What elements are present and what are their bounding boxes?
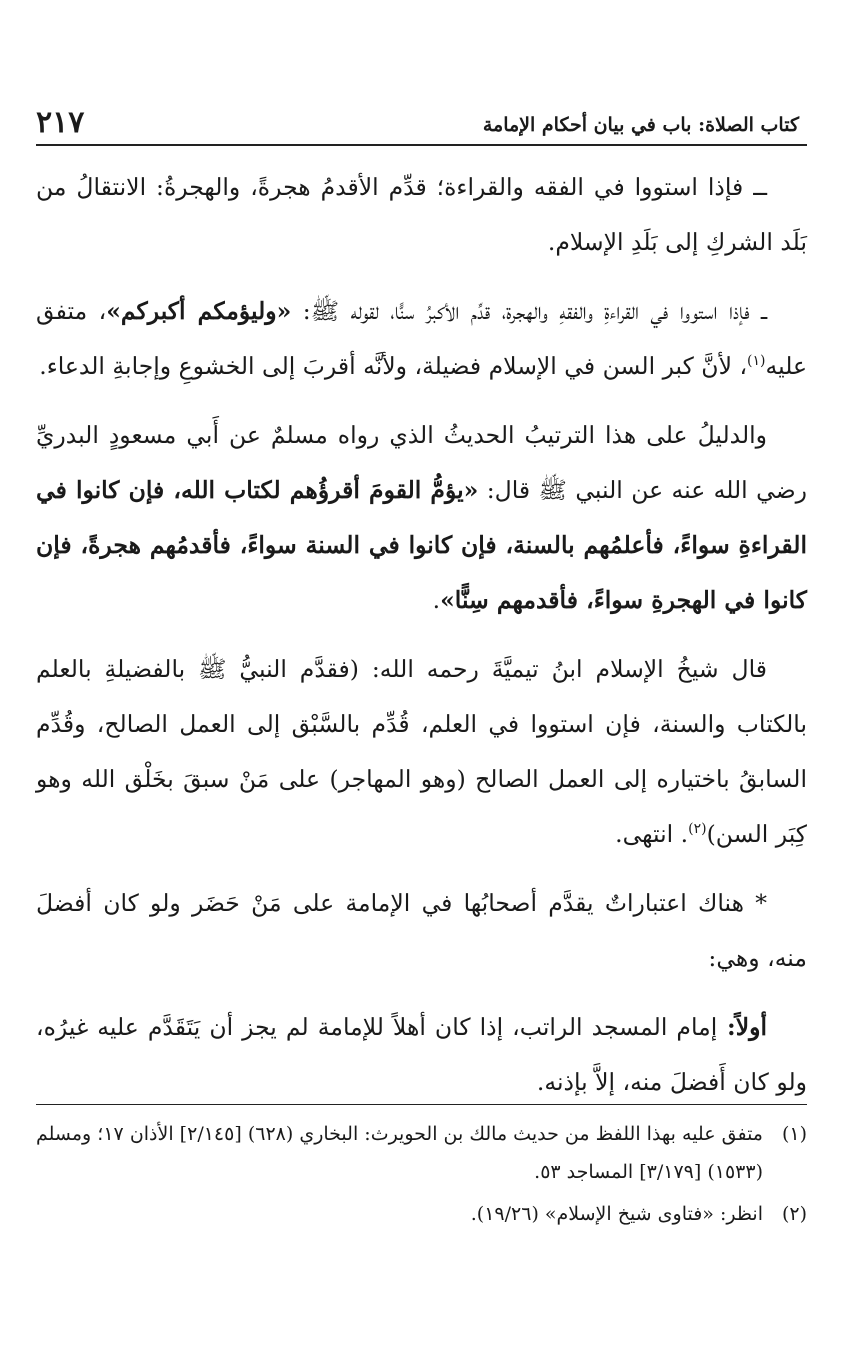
footnote-ref: (١) [747, 353, 766, 370]
footnotes [36, 1104, 807, 1237]
paragraph-considerations [36, 876, 807, 986]
paragraph-evidence [36, 408, 807, 628]
footnote-ref: (٢) [688, 821, 707, 838]
main-text [36, 160, 807, 1110]
paragraph-text: * هناك اعتباراتٌ يقدَّم أصحابُها في الإمامة على مَنْ حَضَر ولو كان أفضلَ منه، وهي: [36, 889, 807, 972]
paragraph-text: . انتهى. [615, 820, 689, 848]
book-page [36, 96, 807, 1346]
list-marker: أولاً: [717, 1013, 767, 1041]
paragraph-age [36, 284, 807, 394]
paragraph-text: إمام المسجد الراتب، إذا كان أهلاً للإمامة لم يجز أن يَتَقَدَّم عليه غيرُه، ولو كان أَفضلَ منه، إلاَّ بإذنه. [36, 1013, 807, 1096]
footnote-1 [36, 1115, 807, 1191]
paragraph-text: ، متفق عليه [36, 297, 807, 380]
paragraph-hijra [36, 160, 807, 270]
paragraph-text: . [432, 586, 441, 614]
running-title: كتاب الصلاة: باب في بيان أحكام الإمامة [482, 114, 799, 136]
footnote-2 [36, 1195, 807, 1233]
footnote-number: (١) [781, 1123, 807, 1145]
page-header [36, 96, 807, 146]
footnote-text: متفق عليه بهذا اللفظ من حديث مالك بن الحويرث: البخاري (٦٢٨) [٢/١٤٥] الأذان ١٧؛ ومسلم (١٥٣٣) [٣/١٧٩] المساجد ٥٣. [36, 1123, 763, 1183]
hadith-quote: «يؤمُّ القومَ أقرؤُهم لكتاب الله، فإن كانوا في القراءةِ سواءً، فأعلمُهم بالسنة، فإن كانوا في السنة سواءً، فأقدمُهم هجرةً، فإن كانوا في الهجرةِ سواءً، فأقدمهم سِنًّا» [36, 476, 807, 614]
paragraph-first [36, 1000, 807, 1110]
paragraph-text: ــ فإذا استووا في الفقه والقراءة؛ قدِّم الأقدمُ هجرةً، والهجرةُ: الانتقالُ من بَلَد الشركِ إلى بَلَدِ الإسلام. [36, 173, 807, 256]
paragraph-text: ، لأنَّ كبر السن في الإسلام فضيلة، ولأنَّه أقربَ إلى الخشوعِ وإجابةِ الدعاء. [39, 352, 748, 380]
paragraph-text: قال شيخُ الإسلام ابنُ تيميَّةَ رحمه الله: (فقدَّم النبيُّ ﷺ بالفضيلةِ بالعلم بالكتاب والسنة، فإن استووا في العلم، قُدِّم بالسَّبْق إلى العمل الصالح، وقُدِّم السابقُ باختياره إلى العمل الصالح (وهو المهاجر) على مَنْ سبقَ بخَلْق الله وهو كِبَر السن) [36, 655, 807, 848]
footnote-text: انظر: «فتاوى شيخ الإسلام» (١٩/٢٦). [470, 1203, 763, 1225]
paragraph-text: ــ فإذا استووا في القراءةِ والفقهِ والهجرة، قدِّم الأكبرُ سنًّا، لقوله ﷺ: [291, 297, 767, 325]
paragraph-text: والدليلُ على هذا الترتيبُ الحديثُ الذي رواه مسلمٌ عن أَبي مسعودٍ البدريِّ رضي الله عنه عن النبي ﷺ قال: [36, 421, 807, 504]
footnote-number: (٢) [781, 1203, 807, 1225]
paragraph-ibn-taymiyya [36, 642, 807, 862]
page-number: ٢١٧ [36, 105, 85, 140]
hadith-quote: «وليؤمكم أكبركم» [106, 297, 292, 325]
